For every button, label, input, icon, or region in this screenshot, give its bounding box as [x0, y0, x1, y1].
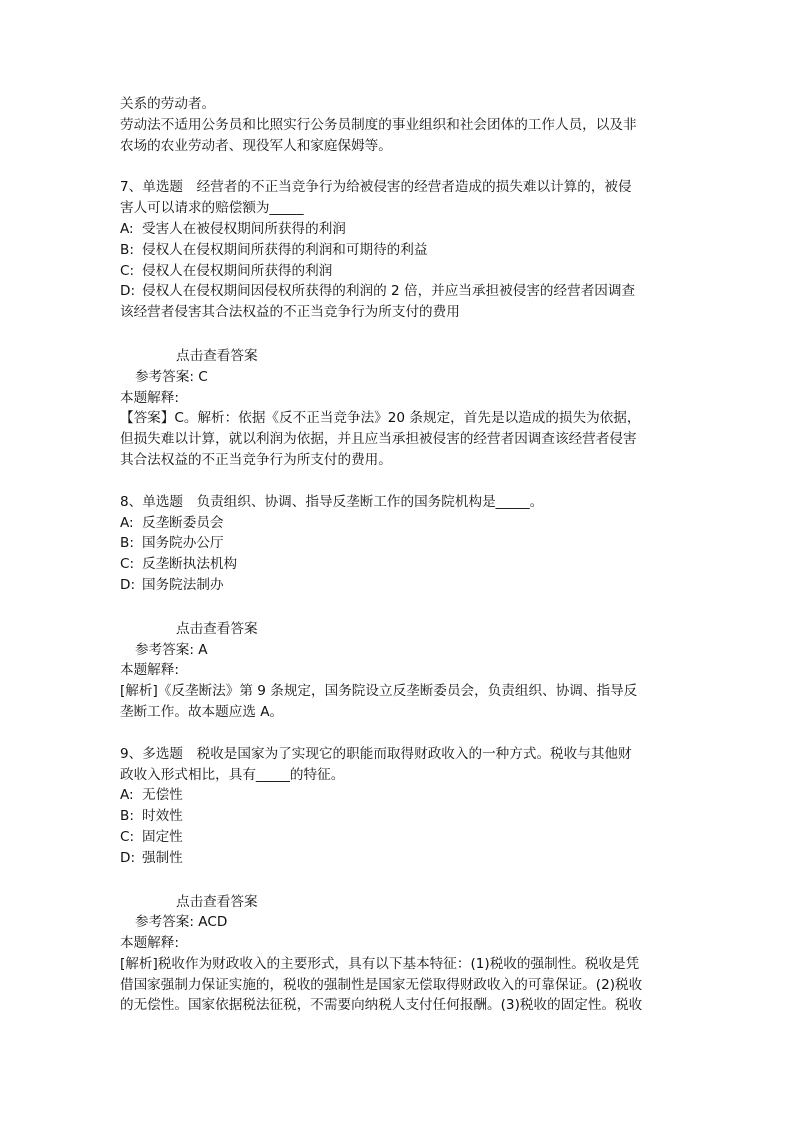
option-text: 国务院法制办	[142, 576, 224, 593]
option-b	[120, 240, 682, 261]
explanation-line: [解析]《反垄断法》第 9 条规定，国务院设立反垄断委员会，负责组织、协调、指导反	[120, 683, 638, 700]
explanation-line: 的无偿性。国家依据税法征税，不需要向纳税人支付任何报酬。(3)税收的固定性。税收	[120, 997, 643, 1014]
option-key: D:	[120, 849, 136, 866]
view-answer-button[interactable]: 点击查看答案	[176, 620, 258, 637]
explanation-line: 借国家强制力保证实施的，税收的强制性是国家无偿取得财政收入的可靠保证。(2)税收	[120, 976, 643, 993]
option-key: A:	[120, 220, 134, 237]
question-stem: 7、单选题 经营者的不正当竞争行为给被侵害的经营者造成的损失难以计算的，被侵	[120, 179, 632, 196]
option-a	[120, 513, 682, 534]
intro-line: 劳动法不适用公务员和比照实行公务员制度的事业组织和社会团体的工作人员，以及非	[120, 116, 637, 133]
question-stem: 9、多选题 税收是国家为了实现它的职能而取得财政收入的一种方式。税收与其他财	[120, 745, 632, 762]
reference-answer: 参考答案: A	[135, 641, 208, 658]
explanation-line: 其合法权益的不正当竞争行为所支付的费用。	[120, 451, 392, 468]
explanation-line: [解析]税收作为财政收入的主要形式，具有以下基本特征：(1)税收的强制性。税收是凭	[120, 955, 640, 972]
option-d	[120, 848, 682, 869]
option-d-continuation: 该经营者侵害其合法权益的不正当竞争行为所支付的费用	[120, 304, 460, 321]
option-text: 侵权人在侵权期间因侵权所获得的利润的 2 倍，并应当承担被侵害的经营者因调查	[142, 283, 636, 300]
explanation-label: 本题解释:	[120, 662, 179, 679]
option-key: D:	[120, 283, 136, 300]
option-text: 时效性	[142, 808, 183, 825]
option-c	[120, 554, 682, 575]
option-key: A:	[120, 514, 134, 531]
option-text: 反垄断执法机构	[142, 556, 238, 573]
option-b	[120, 806, 682, 827]
question-stem: 害人可以请求的赔偿额为_____	[120, 200, 304, 217]
option-c	[120, 827, 682, 848]
option-text: 反垄断委员会	[142, 514, 224, 531]
view-answer-button[interactable]: 点击查看答案	[176, 347, 258, 364]
option-text: 国务院办公厅	[142, 535, 224, 552]
explanation-line: 垄断工作。故本题应选 A。	[120, 703, 284, 720]
intro-line: 关系的劳动者。	[120, 96, 216, 112]
option-key: C:	[120, 556, 135, 573]
option-a	[120, 785, 682, 806]
intro-section	[120, 94, 682, 156]
option-d	[120, 575, 682, 596]
question-stem: 政收入形式相比，具有_____的特征。	[120, 766, 345, 783]
option-key: B:	[120, 808, 134, 825]
question-8	[120, 492, 682, 723]
option-b	[120, 533, 682, 554]
question-stem: 8、单选题 负责组织、协调、指导反垄断工作的国务院机构是_____。	[120, 493, 544, 510]
option-key: B:	[120, 535, 134, 552]
option-key: C:	[120, 828, 135, 845]
option-text: 强制性	[142, 849, 183, 866]
explanation-line: 【答案】C。解析：依据《反不正当竞争法》20 条规定，首先是以造成的损失为依据，	[120, 410, 641, 427]
option-d	[120, 281, 682, 302]
explanation-label: 本题解释:	[120, 935, 179, 952]
option-key: D:	[120, 576, 136, 593]
reference-answer: 参考答案: C	[135, 368, 208, 385]
option-c	[120, 261, 682, 282]
intro-line: 农场的农业劳动者、现役军人和家庭保姆等。	[120, 137, 392, 154]
option-text: 侵权人在侵权期间所获得的利润和可期待的利益	[142, 241, 428, 258]
option-key: A:	[120, 787, 134, 804]
view-answer-button[interactable]: 点击查看答案	[176, 893, 258, 910]
explanation-line: 但损失难以计算，就以利润为依据，并且应当承担被侵害的经营者因调查该经营者侵害	[120, 431, 637, 448]
option-key: B:	[120, 241, 134, 258]
option-text: 无偿性	[142, 787, 183, 804]
question-7	[120, 177, 682, 470]
option-text: 固定性	[142, 828, 183, 845]
reference-answer: 参考答案: ACD	[135, 914, 228, 931]
document-content	[120, 94, 682, 1016]
option-key: C:	[120, 262, 135, 279]
option-a	[120, 219, 682, 240]
explanation-label: 本题解释:	[120, 389, 179, 406]
option-text: 受害人在被侵权期间所获得的利润	[142, 220, 346, 237]
question-9	[120, 744, 682, 1017]
option-text: 侵权人在侵权期间所获得的利润	[142, 262, 333, 279]
